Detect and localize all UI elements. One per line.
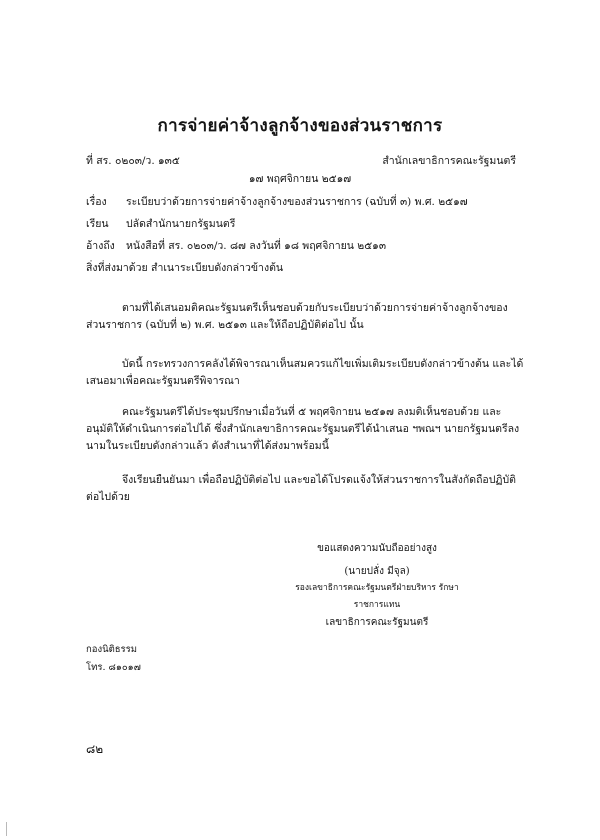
- subject-line: [86, 193, 468, 210]
- reference-text: หนังสือที่ สร. ๐๒๐๓/ว. ๘๗ ลงวันที่ ๑๘ พฤศจิกายน ๒๕๑๓: [126, 240, 387, 252]
- recipient-text: ปลัดสำนักนายกรัฐมนตรี: [126, 218, 236, 230]
- paragraph-4: จึงเรียนยืนยันมา เพื่อถือปฏิบัติต่อไป และขอได้โปรดแจ้งให้ส่วนราชการในสังกัดถือปฏิบัติต่อไปด้วย: [86, 474, 516, 503]
- signature-block: [282, 540, 472, 631]
- footer-phone: โทร. ๘๑๐๑๗: [86, 662, 141, 673]
- paragraph-1: ตามที่ได้เสนอมติคณะรัฐมนตรีเห็นชอบด้วยกับระเบียบว่าด้วยการจ่ายค่าจ้างลูกจ้างของส่วนราชการ (ฉบับที่ ๒) พ.ศ. ๒๕๑๓ และให้ถือปฏิบัติต่อไป นั้น: [86, 302, 508, 331]
- closing-text: ขอแสดงความนับถืออย่างสูง: [317, 543, 437, 554]
- issuing-office: สำนักเลขาธิการคณะรัฐมนตรี: [382, 155, 516, 167]
- reference-line: [86, 237, 386, 254]
- page-number: ๘๒: [86, 742, 104, 756]
- reference-label: อ้างถึง: [86, 240, 115, 252]
- paragraph-3: คณะรัฐมนตรีได้ประชุมปรึกษาเมื่อวันที่ ๕ พฤศจิกายน ๒๕๑๗ ลงมติเห็นชอบด้วย และอนุมัติให้ดำเนินการต่อไปได้ ซึ่งสำนักเลขาธิการคณะรัฐมนตรีได้นำเสนอ ฯพณฯ นายกรัฐมนตรีลงนามในระเบียบดังกล่าวแล้ว ดังสำเนาที่ได้ส่งมาพร้อมนี้: [86, 406, 520, 452]
- enclosure-text: สำเนาระเบียบดังกล่าวข้างต้น: [151, 262, 284, 274]
- signatory-name: (นายปลั่ง มีจุล): [344, 566, 410, 577]
- document-title: การจ่ายค่าจ้างลูกจ้างของส่วนราชการ: [157, 116, 443, 136]
- document-date: ๑๗ พฤศจิกายน ๒๕๑๗: [248, 173, 352, 185]
- subject-label: เรื่อง: [86, 196, 107, 208]
- recipient-line: [86, 215, 235, 232]
- subject-text: ระเบียบว่าด้วยการจ่ายค่าจ้างลูกจ้างของส่วนราชการ (ฉบับที่ ๓) พ.ศ. ๒๕๑๗: [126, 196, 468, 208]
- signatory-position: รองเลขาธิการคณะรัฐมนตรีฝ่ายบริหาร รักษาราชการแทน: [295, 583, 459, 610]
- footer-department: กองนิติธรรม: [86, 644, 138, 655]
- enclosure-line: [86, 259, 283, 276]
- signatory-title: เลขาธิการคณะรัฐมนตรี: [325, 617, 429, 628]
- enclosure-label: สิ่งที่ส่งมาด้วย: [86, 262, 148, 274]
- scan-edge-mark: [6, 822, 7, 836]
- reference-number: ที่ สร. ๐๒๐๓/ว. ๑๓๕: [86, 155, 180, 167]
- paragraph-2: บัดนี้ กระทรวงการคลังได้พิจารณาเห็นสมควรแก้ไขเพิ่มเติมระเบียบดังกล่าวข้างต้น และได้เสนอมาเพื่อคณะรัฐมนตรีพิจารณา: [86, 358, 524, 387]
- recipient-label: เรียน: [86, 218, 109, 230]
